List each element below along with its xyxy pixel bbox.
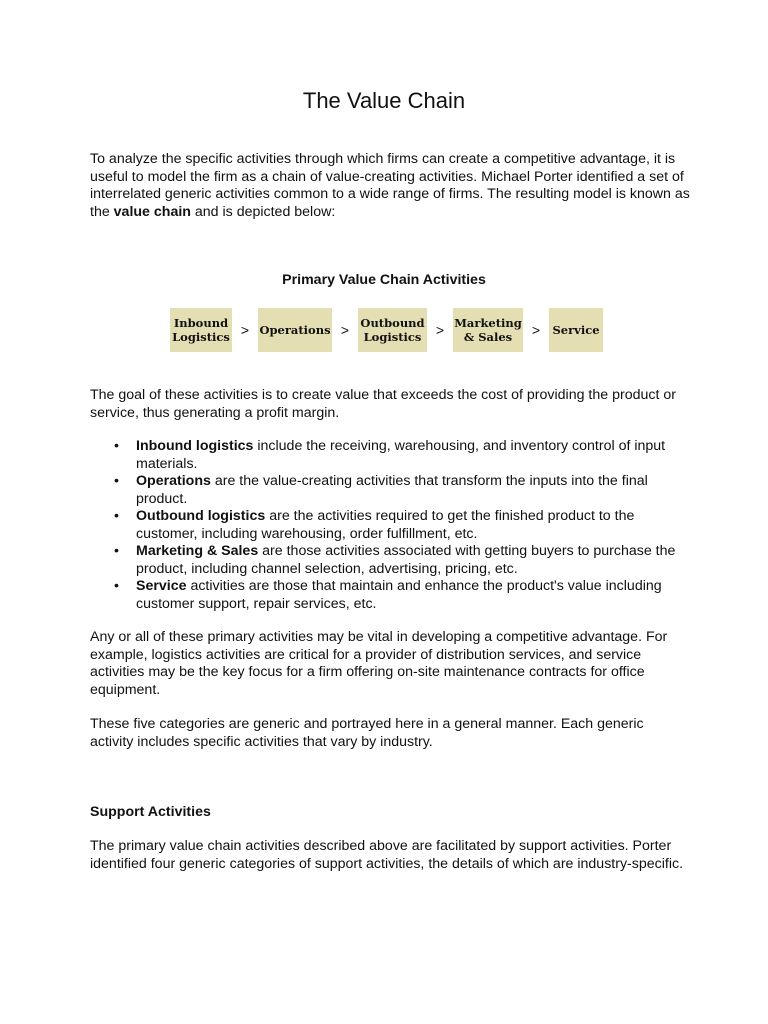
bullet-text: are those activities associated with getting buyers to purchase the product, including channel selection, advertising, pricing, etc. (136, 543, 676, 577)
chain-box-outbound-logistics (358, 308, 427, 352)
chain-box-service (549, 308, 603, 352)
list-item (90, 473, 690, 508)
vital-paragraph: Any or all of these primary activities may be vital in developing a competitive advantage. For example, logistics activities are critical for a provider of distribution services, and service activities may be the key focus for a firm offering on-site maintenance contracts for office equipment. (90, 629, 668, 698)
list-item (90, 543, 690, 578)
bullet-glyph: • (114, 508, 119, 524)
bullet-glyph: • (114, 543, 119, 559)
chain-box-marketing-sales (453, 308, 523, 352)
diagram-title: Primary Value Chain Activities (282, 272, 486, 288)
bullet-term: Inbound logistics (136, 438, 254, 454)
support-heading: Support Activities (90, 804, 211, 820)
bullet-term: Outbound logistics (136, 508, 266, 524)
chain-box-operations (258, 308, 332, 352)
bullet-glyph: • (114, 578, 119, 594)
value-chain-diagram (170, 308, 603, 352)
list-item (90, 438, 690, 473)
intro-text-after: and is depicted below: (190, 203, 336, 220)
chain-box-line: & Sales (463, 330, 513, 344)
activities-list (90, 438, 690, 613)
chain-separator: > (531, 322, 541, 338)
chain-box-line: Logistics (363, 330, 422, 344)
chain-separator: > (340, 322, 350, 338)
bullet-text: are the activities required to get the finished product to the customer, including warehousing, order fulfillment, etc. (136, 508, 635, 542)
bullet-text: are the value-creating activities that transform the inputs into the final product. (136, 473, 648, 507)
chain-box-line: Marketing (454, 316, 522, 330)
chain-box-line: Inbound (173, 316, 229, 330)
chain-box-line: Outbound (360, 316, 425, 330)
support-paragraph: The primary value chain activities described above are facilitated by support activities. Porter identified four generic categories of support activities, the details of which are industry-specific. (90, 838, 684, 872)
bullet-glyph: • (114, 438, 119, 454)
chain-separator: > (240, 322, 250, 338)
chain-box-line: Operations (259, 323, 331, 337)
goal-paragraph: The goal of these activities is to create value that exceeds the cost of providing the product or service, thus generating a profit margin. (90, 387, 676, 421)
intro-text-before: To analyze the specific activities through which firms can create a competitive advantage, it is useful to model the firm as a chain of value-creating activities. Michael Porter identified a set of interrelated generic activities common to a wide range of firms. The resulting model is known as the (90, 151, 690, 220)
chain-box-line: Logistics (172, 330, 230, 344)
bullet-text: activities are those that maintain and enhance the product's value including customer support, repair services, etc. (136, 578, 662, 612)
bullet-term: Operations (136, 473, 211, 489)
bullet-term: Service (136, 578, 187, 594)
intro-bold-term: value chain (113, 203, 191, 220)
list-item (90, 508, 690, 543)
chain-separator: > (435, 322, 445, 338)
intro-paragraph (90, 151, 690, 221)
bullet-text: include the receiving, warehousing, and inventory control of input materials. (136, 438, 666, 472)
page-title: The Value Chain (302, 88, 466, 113)
chain-box-line: Service (552, 323, 600, 337)
chain-box-inbound-logistics (170, 308, 232, 352)
list-item (90, 578, 690, 613)
bullet-glyph: • (114, 473, 119, 489)
bullet-term: Marketing & Sales (136, 543, 259, 559)
generic-paragraph: These five categories are generic and portrayed here in a general manner. Each generic activity includes specific activities that vary by industry. (90, 716, 644, 750)
